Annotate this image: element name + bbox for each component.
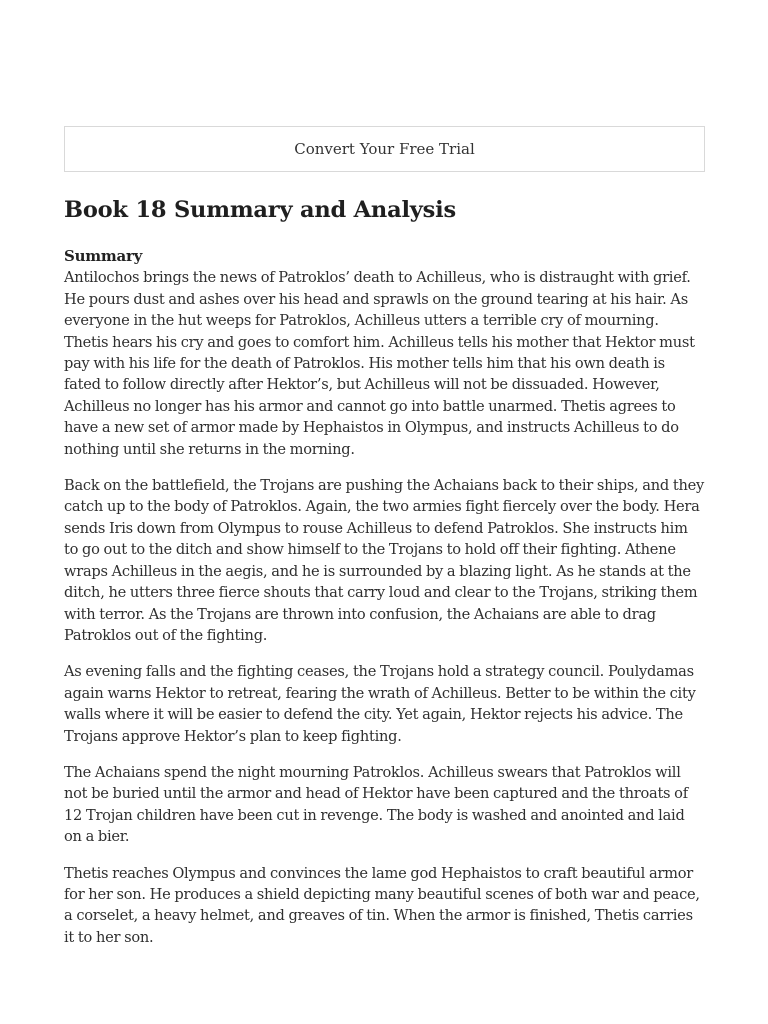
page-title: Book 18 Summary and Analysis bbox=[64, 197, 456, 223]
convert-free-trial-button[interactable]: Convert Your Free Trial bbox=[64, 126, 705, 172]
summary-paragraph-3: As evening falls and the fighting ceases, the Trojans hold a strategy council. Poulydamas again warns Hektor to retreat, fearing the wrath of Achilleus. Better to be within the city walls where it will be easier to defend the city. Yet again, Hektor rejects his advice. The Trojans approve Hektor’s plan to keep fighting. bbox=[64, 663, 696, 745]
paragraph-text: Antilochos brings the news of Patroklos’ death to Achilleus, who is distraught with grief. He pours dust and ashes over his head and sprawls on the ground tearing at his hair. As everyone in the hut weeps for Patroklos, Achilleus utters a terrible cry of mourning. Thetis hears his cry and goes to comfort him. Achilleus tells his mother that Hektor must pay with his life for the death of Patroklos. His mother tells him that his own death is fated to follow directly after Hektor’s, but Achilleus will not be dissuaded. However, Achilleus no longer has his armor and cannot go into battle unarmed. Thetis agrees to have a new set of armor made by Hephaistos in Olympus, and instructs Achilleus to do nothing until she returns in the morning. bbox=[64, 269, 695, 458]
section-label-summary: Summary bbox=[64, 247, 143, 265]
summary-paragraph-1 bbox=[64, 246, 705, 460]
summary-paragraph-5: Thetis reaches Olympus and convinces the lame god Hephaistos to craft beautiful armor for her son. He produces a shield depicting many beautiful scenes of both war and peace, a corselet, a heavy helmet, and greaves of tin. When the armor is finished, Thetis carries it to her son. bbox=[64, 864, 700, 946]
document-body bbox=[64, 246, 705, 948]
summary-paragraph-2: Back on the battlefield, the Trojans are pushing the Achaians back to their ships, and they catch up to the body of Patroklos. Again, the two armies fight fiercely over the body. Hera sends Iris down from Olympus to rouse Achilleus to defend Patroklos. She instructs him to go out to the ditch and show himself to the Trojans to hold off their fighting. Athene wraps Achilleus in the aegis, and he is surrounded by a blazing light. As he stands at the ditch, he utters three fierce shouts that carry loud and clear to the Trojans, striking them with terror. As the Trojans are thrown into confusion, the Achaians are able to drag Patroklos out of the fighting. bbox=[64, 477, 704, 644]
summary-paragraph-4: The Achaians spend the night mourning Patroklos. Achilleus swears that Patroklos will not be buried until the armor and head of Hektor have been captured and the throats of 12 Trojan children have been cut in revenge. The body is washed and anointed and laid on a bier. bbox=[64, 763, 688, 846]
